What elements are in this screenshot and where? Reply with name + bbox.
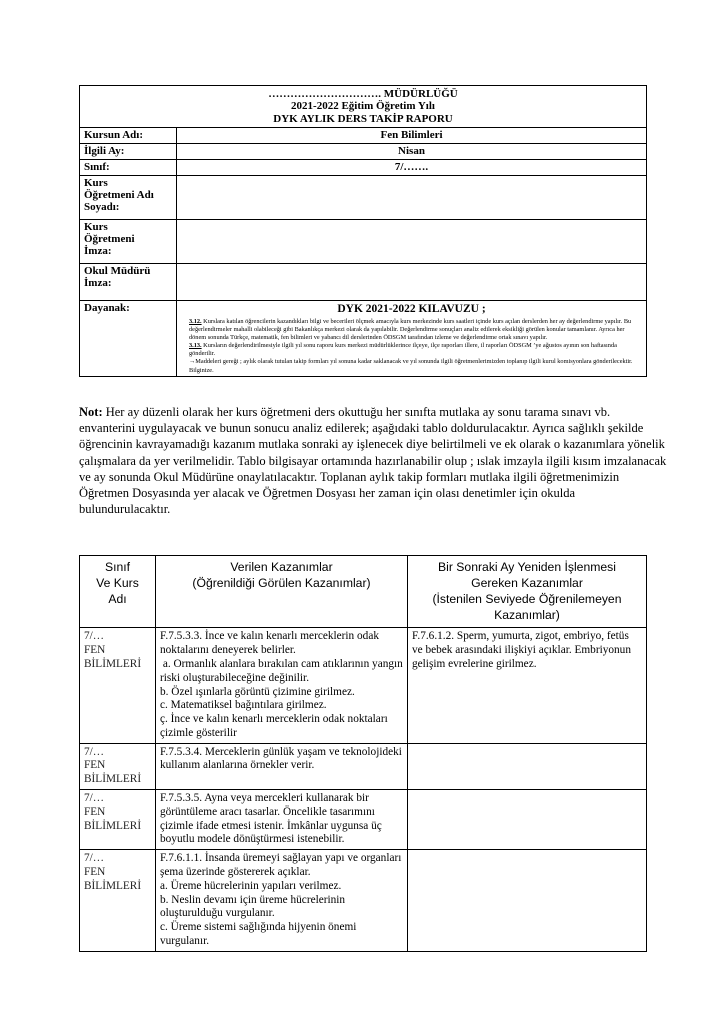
- note-paragraph: [79, 404, 669, 517]
- row-class-l1: 7/…: [84, 852, 105, 865]
- row-class-l3: BİLİMLERİ: [84, 658, 142, 670]
- given-item: c. Matematiksel bağıntılara girilmez.: [160, 699, 327, 712]
- given-item: b. Özel ışınlarla görüntü çizimine girilmez.: [160, 685, 355, 698]
- principal-signature-label-l1: Okul Müdürü: [84, 264, 151, 277]
- class-column-header-l1: Sınıf: [104, 560, 131, 574]
- row-next-cell[interactable]: [408, 790, 647, 850]
- row-next-cell: F.7.6.1.2. Sperm, yumurta, zigot, embriyo, fetüs ve bebek arasındaki ilişkiyi açıklar. Embriyonun gelişim evrelerine girilmez.: [408, 628, 647, 743]
- course-name-label: Kursun Adı:: [80, 127, 177, 143]
- class-column-header-l2: Ve Kurs: [96, 575, 139, 590]
- guide-article-313: 3.13.: [189, 342, 202, 350]
- given-item: F.7.6.1.1. İnsanda üremeyi sağlayan yapı ve organları şema üzerinde göstererek açıklar.: [160, 852, 402, 878]
- row-class-l3: BİLİMLERİ: [84, 819, 142, 832]
- next-month-header-l3: (İstenilen Seviyede Öğrenilemeyen: [432, 591, 622, 606]
- next-month-header-l2: Gereken Kazanımlar: [471, 575, 583, 590]
- next-month-header-l4: Kazanımlar): [494, 607, 560, 622]
- class-value: 7/…….: [177, 159, 647, 175]
- principal-signature-field[interactable]: [177, 263, 647, 300]
- class-label: Sınıf:: [80, 159, 177, 175]
- table-row: [80, 743, 647, 789]
- given-item: b. Neslin devamı için üreme hücrelerinin oluşturulduğu vurgulanır.: [160, 893, 346, 920]
- teacher-name-label-l3: Soyadı:: [84, 201, 120, 214]
- class-column-header: [80, 556, 156, 628]
- row-given-cell: [156, 743, 408, 789]
- principal-signature-label: [80, 263, 177, 300]
- teacher-signature-label: [80, 219, 177, 263]
- table-row: [80, 790, 647, 850]
- table-row: [80, 850, 647, 951]
- row-class-l2: FEN: [84, 865, 106, 878]
- row-class-l3: BİLİMLERİ: [84, 773, 142, 786]
- row-class-cell: [80, 790, 156, 850]
- given-item: F.7.5.3.3. İnce ve kalın kenarlı merceklerin odak noktalarını deneyerek belirler.: [160, 630, 379, 657]
- row-class-l2: FEN: [84, 805, 106, 818]
- row-class-cell: [80, 743, 156, 789]
- given-item: a. Üreme hücrelerinin yapıları verilmez.: [160, 879, 342, 892]
- course-name-value: Fen Bilimleri: [177, 127, 647, 143]
- guide-paragraph-2: [189, 342, 642, 358]
- guide-paragraph-2-text: Kursların değerlendirilmesiyle ilgili yıl sonu raporu kurs merkezi müdürlüklerince ilçeye, ilçe raporları illere, il raporları ÖDSGM ’ye ağustos ayının son haftasında gönderilir.: [189, 342, 617, 358]
- academic-year-line: 2021-2022 Eğitim Öğretim Yılı: [291, 100, 435, 113]
- given-item: F.7.5.3.5. Ayna veya mercekleri kullanarak bir görüntüleme aracı tasarlar. Öncelikle tasarımını çizimle ifade etmesi istenir. İmkânlar uygunsa üç boyutlu modele dönüştürmesi istenebilir.: [160, 792, 382, 846]
- teacher-signature-label-l1: Kurs: [84, 220, 108, 233]
- directorate-line: …………………………. MÜDÜRLÜĞÜ: [268, 88, 458, 100]
- next-month-header-l1: Bir Sonraki Ay Yeniden İşlenmesi: [438, 560, 616, 574]
- guide-cell: [177, 300, 647, 376]
- teacher-signature-label-l2: Öğretmeni: [84, 233, 135, 246]
- row-given-cell: [156, 790, 408, 850]
- teacher-name-label: [80, 175, 177, 219]
- row-class-cell: [80, 628, 156, 743]
- table-row: [80, 628, 647, 743]
- basis-label: Dayanak:: [80, 300, 177, 376]
- teacher-signature-field[interactable]: [177, 219, 647, 263]
- given-outcomes-header-l2: (Öğrenildiği Görülen Kazanımlar): [192, 575, 371, 590]
- teacher-signature-label-l3: İmza:: [84, 245, 112, 258]
- row-class-l1: 7/…: [84, 745, 105, 758]
- class-column-header-l3: Adı: [108, 591, 127, 606]
- guide-article-312: 3.12.: [189, 317, 202, 325]
- row-class-l2: FEN: [84, 759, 106, 772]
- row-class-cell: [80, 850, 156, 951]
- outcomes-table: [79, 555, 647, 952]
- row-class-l1: 7/…: [84, 630, 105, 643]
- given-item: c. Üreme sistemi sağlığında hijyenin önemi vurgulanır.: [160, 921, 357, 947]
- outcomes-header-row: [80, 556, 647, 628]
- row-next-cell[interactable]: [408, 850, 647, 951]
- guide-paragraph-3: →Maddeleri gereği ; aylık olarak tutulan takip formları yıl sonuna kadar saklanacak ve yıl sonunda ilgili öğretmenlerimizden toplanıp ilgili kurul komisyonlara gönderilecektir. Bilginize.: [189, 358, 633, 374]
- row-given-cell: [156, 628, 408, 743]
- given-item: ç. İnce ve kalın kenarlı merceklerin odak noktaları çizimle gösterilir: [160, 713, 388, 739]
- given-outcomes-header-l1: Verilen Kazanımlar: [230, 560, 333, 574]
- teacher-name-label-l1: Kurs: [84, 176, 108, 189]
- guide-title: DYK 2021-2022 KILAVUZU ;: [337, 302, 486, 315]
- report-header-table: [79, 85, 647, 377]
- row-class-l3: BİLİMLERİ: [84, 879, 142, 892]
- report-title-cell: [80, 86, 647, 128]
- teacher-name-label-l2: Öğretmeni Adı: [84, 189, 154, 202]
- next-month-outcomes-header: [408, 556, 647, 628]
- note-text: Her ay düzenli olarak her kurs öğretmeni ders okuttuğu her sınıfta mutlaka ay sonu tarama sınavı vb. envanterini uygulayacak ve bunun sonucu analiz edilerek; aşağıdaki tablo doldurulacaktır. Ayrıca sağlıklı şekilde öğrencinin kavrayamadığı kazanım mutlaka sonraki ay işlenecek diye belirtilmeli ve ek olarak o kazanımlara yönelik çalışmalara da yer verilmelidir. Tablo bilgisayar ortamında hazırlanabilir olup ; ıslak imzayla ilgili kısım imzalanacak ve ay sonunda Okul Müdürüne onaylatılacaktır. Toplanan aylık takip formları mutlaka ilgili öğretmenimizin Öğretmen Dosyasında yer alacak ve Öğretmen Dosyası her zaman için olası denetimler için okulda bulundurulacaktır.: [79, 405, 667, 517]
- month-label: İlgili Ay:: [80, 143, 177, 159]
- principal-signature-label-l2: İmza:: [84, 277, 112, 290]
- row-next-cell[interactable]: [408, 743, 647, 789]
- note-label: Not:: [79, 405, 103, 419]
- guide-paragraph-1: [189, 318, 642, 343]
- given-item: F.7.5.3.4. Merceklerin günlük yaşam ve teknolojideki kullanım alanlarına örnekler verir.: [160, 745, 402, 772]
- teacher-name-field[interactable]: [177, 175, 647, 219]
- guide-paragraph-1-text: Kurslara katılan öğrencilerin kazandıkları bilgi ve becerileri ölçmek amacıyla kurs merkezinde kurs saatleri içinde kurs açılan derslerden her ay değerlendirme yapılır. Bu değerlendirmeler mahalli olabileceği gibi Bakanlıkça merkezi olarak da yapılabilir. Değerlendirme sonuçları analiz edilerek eksikliği görülen konular tamamlanır. Ayrıca her dönem sonunda Türkçe, matematik, fen bilimleri ve yabancı dil derslerinden ÖDSGM tarafından izleme ve değerlendirme ortak sınavı yapılır.: [189, 317, 632, 341]
- row-class-l1: 7/…: [84, 792, 105, 805]
- given-outcomes-header: [156, 556, 408, 628]
- row-class-l2: FEN: [84, 644, 106, 657]
- row-given-cell: [156, 850, 408, 951]
- month-value: Nisan: [177, 143, 647, 159]
- given-item: a. Ormanlık alanlara bırakılan cam atıklarının yangın riski oluşturabileceğine değinilir.: [160, 658, 406, 684]
- report-title: DYK AYLIK DERS TAKİP RAPORU: [273, 112, 453, 125]
